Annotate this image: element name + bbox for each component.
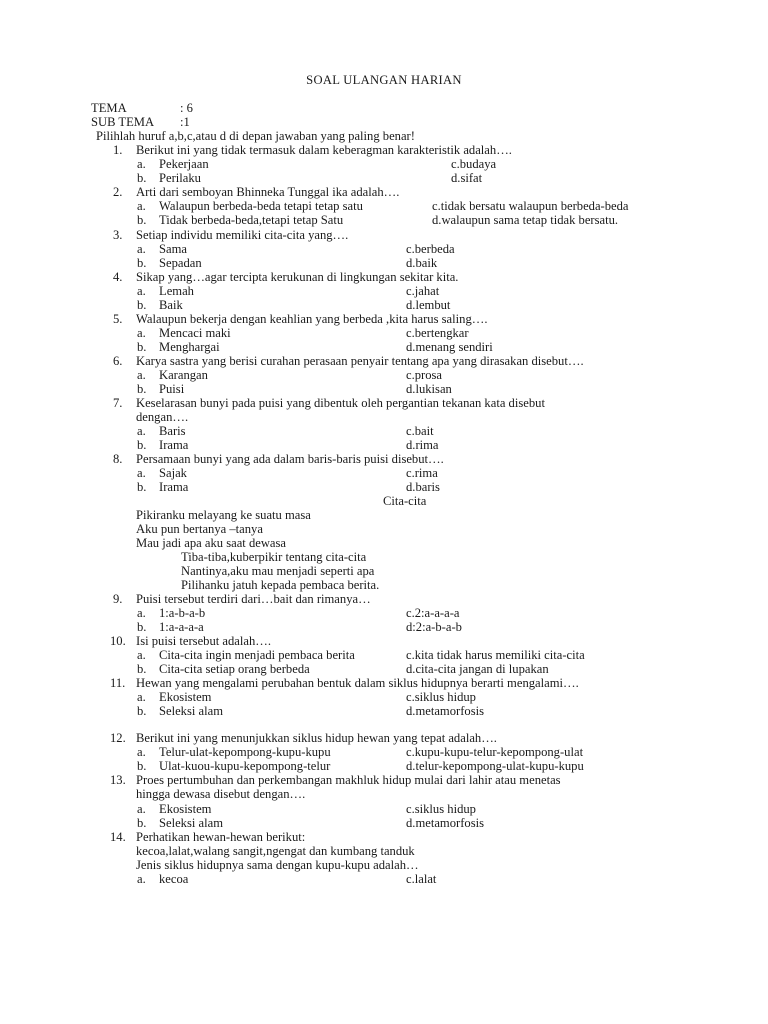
option-d: d.baik xyxy=(406,256,438,270)
option-row xyxy=(0,199,768,213)
subtema-line xyxy=(0,115,768,129)
option-letter: a. xyxy=(137,424,146,438)
option-d: d.rima xyxy=(406,438,439,452)
question-number: 3. xyxy=(113,228,123,242)
option-row xyxy=(0,340,768,354)
option-row xyxy=(0,872,768,886)
tema-line xyxy=(0,101,768,115)
option-c: c.kita tidak harus memiliki cita-cita xyxy=(406,648,585,662)
option-row xyxy=(0,256,768,270)
option-b: Menghargai xyxy=(159,340,220,354)
question-text-2: hingga dewasa disebut dengan…. xyxy=(136,787,306,801)
question-2 xyxy=(0,185,768,199)
option-letter: a. xyxy=(137,872,146,886)
option-letter: a. xyxy=(137,745,146,759)
option-c: c.2:a-a-a-a xyxy=(406,606,460,620)
question-text: Isi puisi tersebut adalah…. xyxy=(136,634,272,648)
poem-line-text: Pikiranku melayang ke suatu masa xyxy=(136,508,311,522)
option-letter: b. xyxy=(137,171,147,185)
question-text: Persamaan bunyi yang ada dalam baris-baris puisi disebut…. xyxy=(136,452,444,466)
option-row xyxy=(0,298,768,312)
option-b: Perilaku xyxy=(159,171,201,185)
question-text: Karya sastra yang berisi curahan perasaan penyair tentang apa yang dirasakan disebut…. xyxy=(136,354,584,368)
question-4 xyxy=(0,270,768,284)
question-number: 1. xyxy=(113,143,123,157)
question-text: Puisi tersebut terdiri dari…bait dan rimanya… xyxy=(136,592,371,606)
option-b: Tidak berbeda-beda,tetapi tetap Satu xyxy=(159,213,344,227)
tema-label: TEMA xyxy=(91,101,127,115)
poem-line-text: Pilihanku jatuh kepada pembaca berita. xyxy=(181,578,380,592)
option-b: Irama xyxy=(159,480,189,494)
poem-title: Cita-cita xyxy=(383,494,427,508)
instruction: Pilihlah huruf a,b,c,atau d di depan jawaban yang paling benar! xyxy=(96,129,415,143)
option-b: Seleksi alam xyxy=(159,816,224,830)
option-row xyxy=(0,648,768,662)
poem-line-text: Mau jadi apa aku saat dewasa xyxy=(136,536,287,550)
question-text-continued xyxy=(0,410,768,424)
option-d: d.lukisan xyxy=(406,382,452,396)
question-number: 14. xyxy=(110,830,126,844)
option-row xyxy=(0,171,768,185)
question-text: Setiap individu memiliki cita-cita yang…. xyxy=(136,228,349,242)
subtema-label: SUB TEMA xyxy=(91,115,155,129)
option-d: d.metamorfosis xyxy=(406,704,484,718)
question-14 xyxy=(0,830,768,844)
question-text: Hewan yang mengalami perubahan bentuk dalam siklus hidupnya berarti mengalami…. xyxy=(136,676,579,690)
option-row xyxy=(0,606,768,620)
question-text: Proes pertumbuhan dan perkembangan makhluk hidup mulai dari lahir atau menetas xyxy=(136,773,561,787)
question-text-2: dengan…. xyxy=(136,410,189,424)
option-b: Baik xyxy=(159,298,183,312)
poem-line-text: Nantinya,aku mau menjadi seperti apa xyxy=(181,564,375,578)
question-number: 7. xyxy=(113,396,123,410)
option-a: Telur-ulat-kepompong-kupu-kupu xyxy=(159,745,331,759)
option-row xyxy=(0,480,768,494)
option-c: c.kupu-kupu-telur-kepompong-ulat xyxy=(406,745,584,759)
option-letter: b. xyxy=(137,382,147,396)
option-c: c.siklus hidup xyxy=(406,690,476,704)
poem-line xyxy=(0,522,768,536)
option-letter: a. xyxy=(137,326,146,340)
option-letter: b. xyxy=(137,480,147,494)
option-letter: b. xyxy=(137,340,147,354)
option-letter: a. xyxy=(137,199,146,213)
option-a: Mencaci maki xyxy=(159,326,231,340)
option-a: Ekosistem xyxy=(159,690,212,704)
tema-value: : 6 xyxy=(180,101,193,115)
option-row xyxy=(0,438,768,452)
option-letter: b. xyxy=(137,298,147,312)
option-a: Pekerjaan xyxy=(159,157,209,171)
option-row xyxy=(0,213,768,227)
option-letter: b. xyxy=(137,759,147,773)
option-b: Puisi xyxy=(159,382,185,396)
option-c: c.prosa xyxy=(406,368,443,382)
option-row xyxy=(0,157,768,171)
option-b: Irama xyxy=(159,438,189,452)
option-c: c.rima xyxy=(406,466,438,480)
option-row xyxy=(0,704,768,718)
option-letter: b. xyxy=(137,816,147,830)
option-row xyxy=(0,466,768,480)
question-text: Sikap yang…agar tercipta kerukunan di lingkungan sekitar kita. xyxy=(136,270,459,284)
option-c: c.tidak bersatu walaupun berbeda-beda xyxy=(432,199,629,213)
option-letter: b. xyxy=(137,213,147,227)
option-letter: a. xyxy=(137,648,146,662)
option-b: Seleksi alam xyxy=(159,704,224,718)
question-number: 8. xyxy=(113,452,123,466)
option-c: c.siklus hidup xyxy=(406,802,476,816)
subtema-value: :1 xyxy=(180,115,190,129)
question-text: Keselarasan bunyi pada puisi yang dibentuk oleh pergantian tekanan kata disebut xyxy=(136,396,545,410)
option-row xyxy=(0,284,768,298)
question-number: 2. xyxy=(113,185,123,199)
question-13 xyxy=(0,773,768,787)
option-letter: a. xyxy=(137,368,146,382)
poem-line xyxy=(0,550,768,564)
option-letter: a. xyxy=(137,606,146,620)
option-a: Baris xyxy=(159,424,186,438)
option-row xyxy=(0,802,768,816)
question-text: Walaupun bekerja dengan keahlian yang berbeda ,kita harus saling…. xyxy=(136,312,488,326)
page-title: SOAL ULANGAN HARIAN xyxy=(306,73,462,87)
option-a: Ekosistem xyxy=(159,802,212,816)
option-b: 1:a-a-a-a xyxy=(159,620,204,634)
option-letter: b. xyxy=(137,704,147,718)
option-a: Sajak xyxy=(159,466,187,480)
option-letter: a. xyxy=(137,284,146,298)
question-3 xyxy=(0,228,768,242)
question-text-continued xyxy=(0,787,768,801)
question-12 xyxy=(0,731,768,745)
question-10 xyxy=(0,634,768,648)
question-text-3: Jenis siklus hidupnya sama dengan kupu-kupu adalah… xyxy=(136,858,419,872)
option-a: Sama xyxy=(159,242,187,256)
option-row xyxy=(0,745,768,759)
question-8 xyxy=(0,452,768,466)
option-row xyxy=(0,759,768,773)
question-text-continued xyxy=(0,858,768,872)
question-text-2: kecoa,lalat,walang sangit,ngengat dan kumbang tanduk xyxy=(136,844,415,858)
option-letter: a. xyxy=(137,690,146,704)
question-6 xyxy=(0,354,768,368)
option-letter: b. xyxy=(137,662,147,676)
question-number: 6. xyxy=(113,354,123,368)
question-7 xyxy=(0,396,768,410)
option-c: c.berbeda xyxy=(406,242,455,256)
option-row xyxy=(0,382,768,396)
option-c: c.jahat xyxy=(406,284,440,298)
option-letter: b. xyxy=(137,256,147,270)
option-letter: b. xyxy=(137,438,147,452)
option-a: Lemah xyxy=(159,284,194,298)
option-letter: a. xyxy=(137,802,146,816)
poem-line xyxy=(0,536,768,550)
question-5 xyxy=(0,312,768,326)
option-d: d.lembut xyxy=(406,298,451,312)
option-letter: a. xyxy=(137,242,146,256)
question-text: Arti dari semboyan Bhinneka Tunggal ika adalah…. xyxy=(136,185,400,199)
option-b: Ulat-kuou-kupu-kepompong-telur xyxy=(159,759,331,773)
option-row xyxy=(0,620,768,634)
option-row xyxy=(0,424,768,438)
question-1 xyxy=(0,143,768,157)
option-row xyxy=(0,690,768,704)
option-row xyxy=(0,326,768,340)
option-letter: a. xyxy=(137,466,146,480)
question-number: 12. xyxy=(110,731,126,745)
question-11 xyxy=(0,676,768,690)
instruction-line xyxy=(0,129,768,143)
question-number: 4. xyxy=(113,270,123,284)
question-number: 13. xyxy=(110,773,126,787)
question-text-continued xyxy=(0,844,768,858)
option-a: Cita-cita ingin menjadi pembaca berita xyxy=(159,648,355,662)
question-text: Perhatikan hewan-hewan berikut: xyxy=(136,830,306,844)
option-d: d.menang sendiri xyxy=(406,340,493,354)
option-c: c.budaya xyxy=(451,157,497,171)
option-row xyxy=(0,662,768,676)
option-c: c.bait xyxy=(406,424,434,438)
poem-line-text: Tiba-tiba,kuberpikir tentang cita-cita xyxy=(181,550,367,564)
option-d: d.cita-cita jangan di lupakan xyxy=(406,662,549,676)
option-a: 1:a-b-a-b xyxy=(159,606,206,620)
poem-line xyxy=(0,578,768,592)
option-letter: a. xyxy=(137,157,146,171)
option-c: c.bertengkar xyxy=(406,326,469,340)
title-line xyxy=(0,73,768,87)
question-9 xyxy=(0,592,768,606)
question-number: 10. xyxy=(110,634,126,648)
option-letter: b. xyxy=(137,620,147,634)
option-b: Sepadan xyxy=(159,256,202,270)
option-d: d.telur-kepompong-ulat-kupu-kupu xyxy=(406,759,584,773)
question-number: 11. xyxy=(110,676,126,690)
option-d: d.walaupun sama tetap tidak bersatu. xyxy=(432,213,619,227)
question-number: 9. xyxy=(113,592,123,606)
option-d: d:2:a-b-a-b xyxy=(406,620,462,634)
option-row xyxy=(0,816,768,830)
option-a: Karangan xyxy=(159,368,208,382)
option-d: d.metamorfosis xyxy=(406,816,484,830)
option-b: Cita-cita setiap orang berbeda xyxy=(159,662,310,676)
question-text: Berikut ini yang tidak termasuk dalam keberagman karakteristik adalah…. xyxy=(136,143,512,157)
poem-line xyxy=(0,564,768,578)
option-row xyxy=(0,242,768,256)
option-d: d.sifat xyxy=(451,171,483,185)
question-number: 5. xyxy=(113,312,123,326)
question-text: Berikut ini yang menunjukkan siklus hidup hewan yang tepat adalah…. xyxy=(136,731,497,745)
poem-line xyxy=(0,508,768,522)
option-d: d.baris xyxy=(406,480,440,494)
option-a: Walaupun berbeda-beda tetapi tetap satu xyxy=(159,199,363,213)
option-row xyxy=(0,368,768,382)
poem-line-text: Aku pun bertanya –tanya xyxy=(136,522,263,536)
option-a: kecoa xyxy=(159,872,189,886)
option-c: c.lalat xyxy=(406,872,437,886)
poem-title-line xyxy=(0,494,768,508)
